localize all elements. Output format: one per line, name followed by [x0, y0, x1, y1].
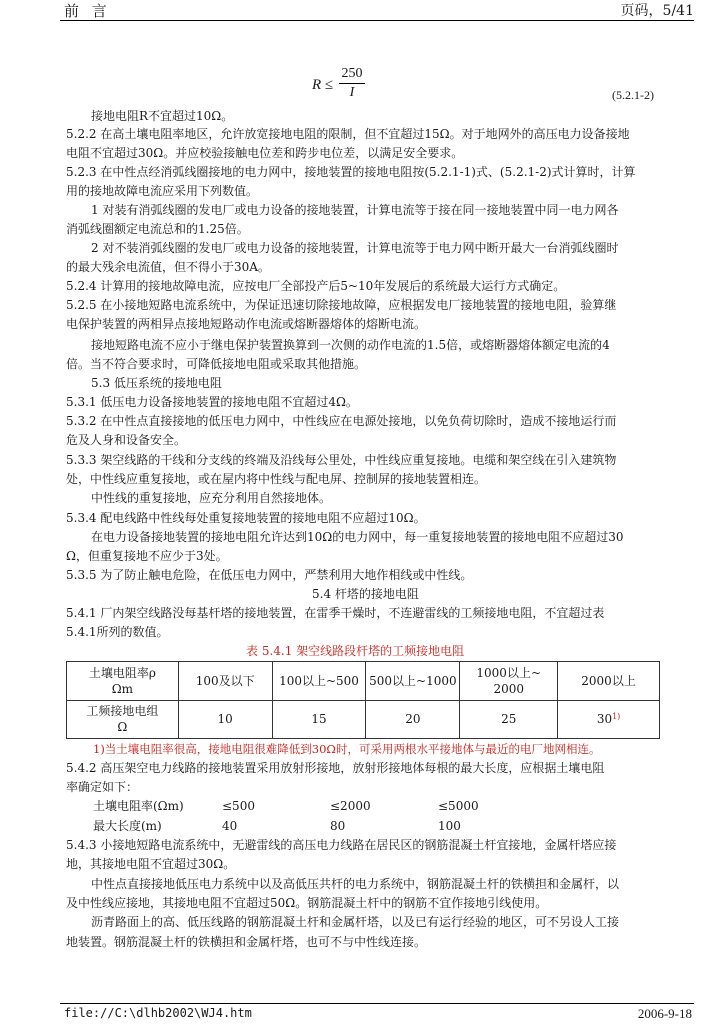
file-path: file://C:\dlhb2002\WJ4.htm	[64, 1006, 252, 1020]
text-line: 沥青路面上的高、低压线路的钢筋混凝土杆和金属杆塔，以及已有运行经验的地区，可不另设人工接	[91, 915, 620, 929]
text-line: 地装置。钢筋混凝土杆的铁横担和金属杆塔，也可不与中性线连接。	[66, 935, 427, 949]
text-line: 5.2.2 在高土壤电阻率地区，允许放宽接地电阻的限制，但不宜超过15Ω。对于地网外的高压电力设备接地	[66, 127, 630, 141]
text-line: 5.2.5 在小接地短路电流系统中，为保证迅速切除接地故障，应根据发电厂接地装置的接地电阻，验算继	[66, 298, 617, 312]
header-divider	[60, 20, 694, 21]
text-line: Ω，但重复接地不应少于3处。	[66, 549, 228, 563]
formula-lhs: R ≤	[312, 77, 334, 93]
text-line: 及中性线应接地，其接地电阻不宜超过50Ω。钢筋混凝土杆中的钢筋不宜作接地引线使用。	[66, 896, 548, 910]
text-line: 接地电阻R不宜超过10Ω。	[91, 109, 234, 123]
table-note: 1)当土壤电阻率很高，接地电阻很难降低到30Ω时，可采用两根水平接地体与最近的电厂地网相连。	[93, 742, 601, 756]
table-cell: 500以上~1000	[366, 662, 460, 701]
table-cell: 100及以下	[178, 662, 272, 701]
table-cell: 15	[272, 700, 366, 739]
text-line: 的最大残余电流值，但不得小于30A。	[66, 260, 270, 274]
footnote-marker: 1)	[612, 712, 621, 722]
table-row	[67, 700, 660, 739]
table-row	[67, 662, 660, 701]
cell-value: 30	[596, 712, 613, 727]
table-cell: 10	[178, 700, 272, 739]
text-line: 危及人身和设备安全。	[66, 433, 187, 447]
text-line: 5.3.4 配电线路中性线每处重复接地装置的接地电阻不应超过10Ω。	[66, 511, 426, 525]
radial-value: 80	[330, 819, 346, 833]
radial-value: 100	[438, 819, 461, 833]
formula-fraction	[339, 66, 365, 101]
text-line: 在电力设备接地装置的接地电阻允许达到10Ω的电力网中，每一重复接地装置的接地电阻不应超过30	[91, 530, 624, 544]
text-line: 电阻不宜超过30Ω。并应校验接触电位差和跨步电位差，以满足安全要求。	[66, 146, 464, 160]
table-cell: 20	[366, 700, 460, 739]
table-header-cell	[67, 662, 179, 701]
page-number: 页码，5/41	[620, 3, 694, 19]
equation-number: (5.2.1-2)	[612, 88, 654, 102]
section-title: 前 言	[64, 2, 111, 20]
table-header-cell	[67, 700, 179, 739]
row-label: 工频接地电组	[86, 704, 159, 719]
row-unit: Ω	[117, 720, 128, 735]
text-line: 5.4.1 厂内架空线路没每基杆塔的接地装置，在雷季干燥时，不连避雷线的工频接地电阻，不宜超过表	[66, 606, 605, 620]
page-header	[0, 0, 724, 22]
text-line: 中性点直接接地低压电力系统中以及高低压共杆的电力系统中，钢筋混凝土杆的铁横担和金属杆，以	[91, 877, 620, 891]
radial-value: ≤500	[222, 799, 255, 813]
text-line: 率确定如下：	[66, 780, 139, 794]
text-line: 2 对不装消弧线圈的发电厂或电力设备的接地装置，计算电流等于电力网中断开最大一台消弧线圈时	[91, 241, 619, 255]
row-unit: Ωm	[111, 681, 134, 696]
text-line: 倍。当不符合要求时，可降低接地电阻或采取其他措施。	[66, 357, 367, 371]
radial-value: ≤2000	[330, 799, 371, 813]
text-line: 消弧线圈额定电流总和的1.25倍。	[66, 222, 249, 236]
cell-line: 1000以上~	[476, 665, 542, 680]
fraction-bar	[339, 83, 365, 84]
text-line: 5.4.1所列的数值。	[66, 625, 169, 639]
subsection-heading: 5.3 低压系统的接地电阻	[91, 376, 222, 390]
text-line: 1 对装有消弧线圈的发电厂或电力设备的接地装置，计算电流等于接在同一接地装置中同一电力网各	[91, 203, 619, 217]
text-line: 用的接地故障电流应采用下列数值。	[66, 184, 259, 198]
text-line: 地，其接地电阻不宜超过30Ω。	[66, 857, 236, 871]
text-line: 5.4.3 小接地短路电流系统中，无避雷线的高压电力线路在居民区的钢筋混凝土杆宜接地，金属杆塔应接	[66, 838, 617, 852]
row-label: 土壤电阻率ρ	[88, 665, 156, 680]
table-caption: 表 5.4.1 架空线路段杆塔的工频接地电阻	[246, 644, 465, 658]
text-line: 5.3.2 在中性点直接接地的低压电力网中，中性线应在电源处接地，以免负荷切除时，造成不接地运行而	[66, 414, 617, 428]
text-line: 5.2.4 计算用的接地故障电流，应按电厂全部投产后5~10年发展后的系统最大运行方式确定。	[66, 279, 566, 293]
footer-divider	[60, 1003, 694, 1004]
text-line: 5.3.3 架空线路的干线和分支线的终端及沿线每公里处，中性线应重复接地。电缆和架空线在引入建筑物	[66, 453, 617, 467]
text-line: 处，中性线应重复接地，或在屋内将中性线与配电屏、控制屏的接地装置相连。	[66, 472, 487, 486]
formula-denominator: I	[349, 85, 355, 100]
table-cell: 2000以上	[558, 662, 660, 701]
radial-value: 40	[222, 819, 238, 833]
text-line: 5.4.2 高压架空电力线路的接地装置采用放射形接地，放射形接地体每根的最大长度，应根据土壤电阻	[66, 761, 605, 775]
text-line: 5.2.3 在中性点经消弧线圈接地的电力网中，接地装置的接地电阻按(5.2.1-1)式、(5.2.1-2)式计算时，计算	[66, 165, 636, 179]
table-cell: 100以上~500	[272, 662, 366, 701]
text-line: 中性线的重复接地，应充分利用自然接地体。	[91, 491, 332, 505]
print-date: 2006-9-18	[637, 1006, 692, 1021]
text-line: 电保护装置的两相异点接地短路动作电流或熔断器熔体的熔断电流。	[66, 317, 427, 331]
table-cell	[558, 700, 660, 739]
text-line: 接地短路电流不应小于继电保护装置换算到一次侧的动作电流的1.5倍，或熔断器熔体额定电流的4	[91, 338, 610, 352]
table-cell	[460, 662, 558, 701]
radial-value: ≤5000	[438, 799, 479, 813]
cell-line: 2000	[493, 681, 524, 696]
text-line: 5.3.5 为了防止触电危险，在低压电力网中，严禁利用大地作相线或中性线。	[66, 568, 473, 582]
radial-row-label: 土壤电阻率(Ωm)	[93, 799, 184, 813]
subsection-heading: 5.4 杆塔的接地电阻	[312, 587, 419, 601]
radial-row-label: 最大长度(m)	[93, 819, 162, 833]
table-cell: 25	[460, 700, 558, 739]
grounding-resistance-table	[66, 661, 660, 739]
text-line: 5.3.1 低压电力设备接地装置的接地电阻不宜超过4Ω。	[66, 395, 358, 409]
formula-numerator: 250	[341, 66, 363, 81]
